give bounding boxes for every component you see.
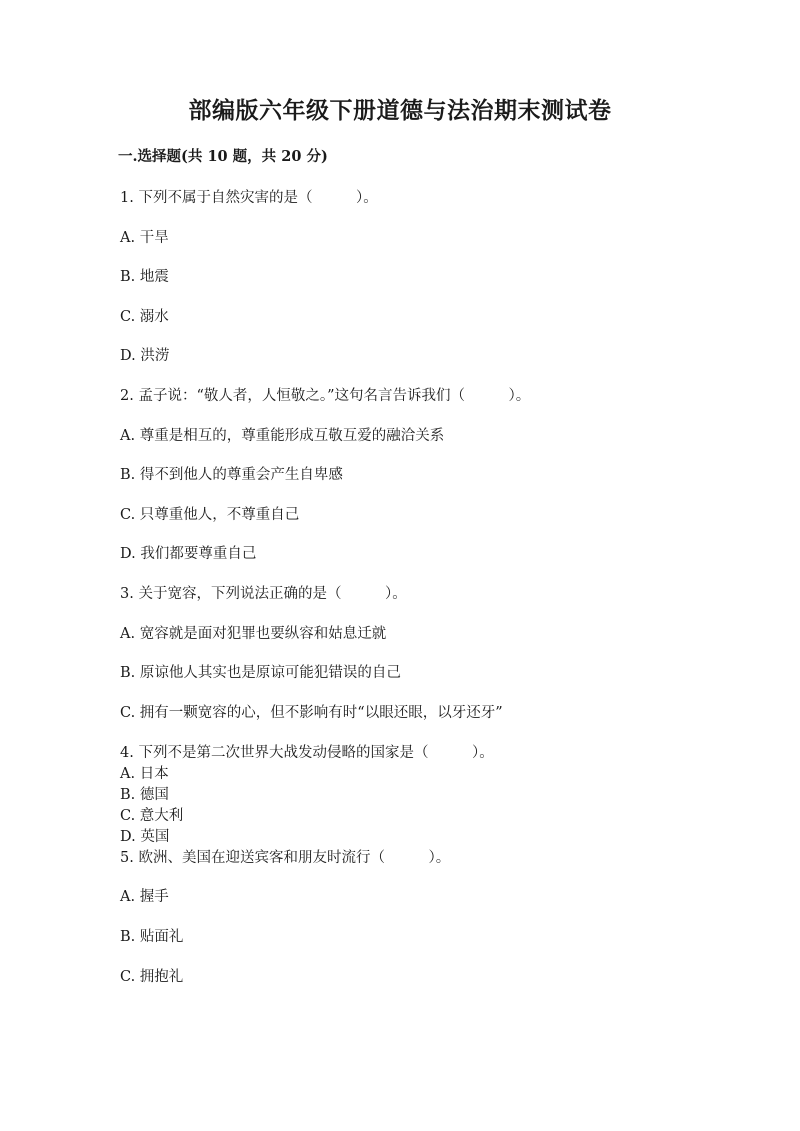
question-4-option-b: B. 德国 [120,787,169,803]
question-4-stem: 4. 下列不是第二次世界大战发动侵略的国家是（ ）。 [120,745,494,761]
question-4-option-d: D. 英国 [120,829,170,845]
question-1-option-d: D. 洪涝 [120,348,170,364]
question-2-option-c: C. 只尊重他人，不尊重自己 [120,507,300,523]
question-3-stem: 3. 关于宽容，下列说法正确的是（ ）。 [120,586,407,602]
question-1-stem: 1. 下列不属于自然灾害的是（ ）。 [120,190,378,206]
question-5-stem: 5. 欧洲、美国在迎送宾客和朋友时流行（ ）。 [120,850,451,866]
question-2-option-a: A. 尊重是相互的，尊重能形成互敬互爱的融洽关系 [120,428,445,444]
question-2-option-b: B. 得不到他人的尊重会产生自卑感 [120,467,343,483]
question-1-option-b: B. 地震 [120,269,169,285]
question-2-option-d: D. 我们都要尊重自己 [120,546,257,562]
question-4-option-c: C. 意大利 [120,808,184,824]
page-title: 部编版六年级下册道德与法治期末测试卷 [188,97,612,124]
question-3-option-a: A. 宽容就是面对犯罪也要纵容和姑息迁就 [120,626,387,642]
question-1-option-a: A. 干旱 [120,230,169,246]
question-4-option-a: A. 日本 [120,766,169,782]
question-5-option-b: B. 贴面礼 [120,929,184,945]
question-1-option-c: C. 溺水 [120,309,169,325]
question-2-stem: 2. 孟子说：“敬人者，人恒敬之。”这句名言告诉我们（ ）。 [120,388,531,404]
section-heading: 一.选择题(共 10 题，共 20 分) [118,148,328,165]
question-5-option-a: A. 握手 [120,889,169,905]
question-5-option-c: C. 拥抱礼 [120,969,184,985]
question-3-option-c: C. 拥有一颗宽容的心，但不影响有时“以眼还眼，以牙还牙” [120,705,503,721]
question-3-option-b: B. 原谅他人其实也是原谅可能犯错误的自己 [120,665,401,681]
